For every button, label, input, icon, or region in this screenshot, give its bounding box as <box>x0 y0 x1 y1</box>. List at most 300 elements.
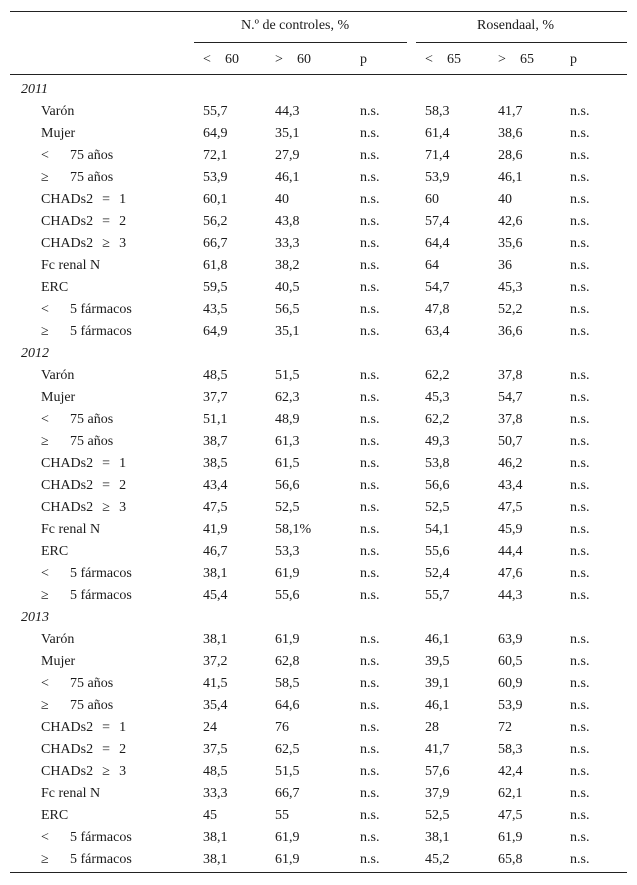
table-cell: n.s. <box>360 742 380 757</box>
table-cell: 51,5 <box>275 764 300 779</box>
table-cell: 48,9 <box>275 412 300 427</box>
table-cell: n.s. <box>570 720 590 735</box>
table-cell: 56,6 <box>275 478 300 493</box>
table-cell: 35,1 <box>275 126 300 141</box>
table-cell: 72,1 <box>203 148 228 163</box>
row-label: ERC <box>41 808 69 823</box>
row-label <box>41 453 126 475</box>
table-cell: n.s. <box>360 654 380 669</box>
comparison-symbol: ≥ <box>41 170 49 185</box>
table-row <box>0 321 637 343</box>
row-label <box>41 409 113 431</box>
row-label-value: 3 <box>119 500 127 515</box>
table-row <box>0 167 637 189</box>
table-cell: 61,9 <box>498 830 523 845</box>
table-cell: 61,9 <box>275 566 300 581</box>
table-cell: 38,5 <box>203 456 228 471</box>
table-cell: 41,5 <box>203 676 228 691</box>
table-cell: n.s. <box>570 808 590 823</box>
table-cell: n.s. <box>570 456 590 471</box>
comparison-symbol: ≥ <box>41 852 49 867</box>
table-cell: n.s. <box>570 192 590 207</box>
table-row <box>0 123 637 145</box>
table-cell: n.s. <box>570 412 590 427</box>
top-rule <box>10 11 627 12</box>
table-cell: 37,8 <box>498 412 523 427</box>
table-cell: 38,7 <box>203 434 228 449</box>
table-cell: 56,2 <box>203 214 228 229</box>
table-row <box>0 563 637 585</box>
table-cell: 44,3 <box>275 104 300 119</box>
table-row <box>0 255 637 277</box>
row-label: ERC <box>41 544 69 559</box>
comparison-symbol: = <box>102 478 111 493</box>
table-cell: 38,2 <box>275 258 300 273</box>
subheader-controles-p: p <box>360 52 367 67</box>
year-label: 2012 <box>21 346 49 361</box>
table-cell: 62,2 <box>425 368 450 383</box>
table-cell: 62,5 <box>275 742 300 757</box>
comparison-symbol: = <box>102 742 111 757</box>
table-cell: 39,5 <box>425 654 450 669</box>
table-cell: 38,1 <box>203 830 228 845</box>
comparison-symbol: ≥ <box>41 698 49 713</box>
table-cell: 63,9 <box>498 632 523 647</box>
table-cell: 41,9 <box>203 522 228 537</box>
table-cell: 44,4 <box>498 544 523 559</box>
table-cell: n.s. <box>360 214 380 229</box>
table-cell: n.s. <box>360 588 380 603</box>
table-cell: 38,6 <box>498 126 523 141</box>
table-cell: n.s. <box>360 786 380 801</box>
table-row <box>0 673 637 695</box>
table-cell: 36,6 <box>498 324 523 339</box>
table-cell: 39,1 <box>425 676 450 691</box>
table-row <box>0 585 637 607</box>
row-label-value: 3 <box>119 764 127 779</box>
row-label <box>41 563 132 585</box>
row-label-text: CHADs2 <box>41 720 94 735</box>
table-cell: 41,7 <box>498 104 523 119</box>
table-cell: 47,8 <box>425 302 450 317</box>
table-cell: 46,1 <box>275 170 300 185</box>
row-label <box>41 761 126 783</box>
table-cell: n.s. <box>360 720 380 735</box>
row-label: ERC <box>41 280 69 295</box>
table-cell: n.s. <box>570 236 590 251</box>
row-label-text: 75 años <box>70 412 114 427</box>
table-body <box>0 79 637 871</box>
table-cell: 51,5 <box>275 368 300 383</box>
table-cell: n.s. <box>360 368 380 383</box>
table-cell: 51,1 <box>203 412 228 427</box>
table-cell: n.s. <box>360 302 380 317</box>
header-underline-rosendaal <box>416 42 627 43</box>
row-label <box>41 585 132 607</box>
table-cell: 55,7 <box>425 588 450 603</box>
table-row <box>0 739 637 761</box>
table-cell: n.s. <box>360 170 380 185</box>
table-cell: 43,4 <box>498 478 523 493</box>
table-cell: 33,3 <box>203 786 228 801</box>
table-cell: n.s. <box>360 412 380 427</box>
table-row <box>0 365 637 387</box>
table-cell: 45 <box>203 808 217 823</box>
row-label-value: 1 <box>119 456 127 471</box>
table-cell: n.s. <box>570 676 590 691</box>
table-cell: 58,3 <box>498 742 523 757</box>
table-cell: 63,4 <box>425 324 450 339</box>
table-cell: 43,4 <box>203 478 228 493</box>
table-cell: n.s. <box>570 764 590 779</box>
year-row <box>0 79 637 101</box>
table-cell: 54,7 <box>425 280 450 295</box>
row-label-text: CHADs2 <box>41 742 94 757</box>
table-cell: 37,5 <box>203 742 228 757</box>
table-row <box>0 827 637 849</box>
table-cell: n.s. <box>570 478 590 493</box>
table-cell: n.s. <box>360 478 380 493</box>
row-label: Fc renal N <box>41 522 101 537</box>
table-cell: 47,5 <box>203 500 228 515</box>
table-cell: 37,9 <box>425 786 450 801</box>
row-label: Mujer <box>41 126 76 141</box>
table-cell: 52,2 <box>498 302 523 317</box>
table-cell: 33,3 <box>275 236 300 251</box>
table-cell: 43,5 <box>203 302 228 317</box>
table-cell: n.s. <box>570 544 590 559</box>
table-cell: n.s. <box>570 654 590 669</box>
row-label <box>41 321 132 343</box>
table-cell: 53,8 <box>425 456 450 471</box>
table-cell: 66,7 <box>275 786 300 801</box>
table-cell: 42,4 <box>498 764 523 779</box>
table-cell: 48,5 <box>203 764 228 779</box>
table-cell: 54,7 <box>498 390 523 405</box>
row-label-value: 1 <box>119 720 127 735</box>
table-cell: n.s. <box>570 324 590 339</box>
comparison-symbol: ≥ <box>102 764 110 779</box>
table-cell: n.s. <box>360 544 380 559</box>
comparison-symbol: ≥ <box>41 324 49 339</box>
table-cell: n.s. <box>360 852 380 867</box>
row-label-text: 75 años <box>70 148 114 163</box>
table-cell: n.s. <box>570 126 590 141</box>
table-cell: n.s. <box>570 588 590 603</box>
row-label <box>41 827 132 849</box>
row-label <box>41 695 113 717</box>
table-cell: 64,9 <box>203 126 228 141</box>
table-cell: 53,9 <box>425 170 450 185</box>
table-cell: 46,7 <box>203 544 228 559</box>
table-cell: n.s. <box>360 456 380 471</box>
table-row <box>0 717 637 739</box>
table-cell: 76 <box>275 720 289 735</box>
table-row <box>0 299 637 321</box>
row-label <box>41 299 132 321</box>
row-label-text: CHADs2 <box>41 214 94 229</box>
table-cell: 66,7 <box>203 236 228 251</box>
row-label-text: 5 fármacos <box>70 588 132 603</box>
table-cell: 64 <box>425 258 439 273</box>
table-cell: 62,3 <box>275 390 300 405</box>
table-cell: n.s. <box>360 258 380 273</box>
table-cell: 36 <box>498 258 512 273</box>
comparison-symbol: ≥ <box>102 236 110 251</box>
comparison-symbol: < <box>41 412 49 427</box>
table-cell: 72 <box>498 720 512 735</box>
table-cell: n.s. <box>360 104 380 119</box>
table-cell: 45,2 <box>425 852 450 867</box>
table-cell: 56,6 <box>425 478 450 493</box>
table-cell: 38,1 <box>203 566 228 581</box>
table-cell: n.s. <box>360 148 380 163</box>
table-cell: 60,1 <box>203 192 228 207</box>
table-cell: n.s. <box>570 214 590 229</box>
table-cell: 38,1 <box>203 632 228 647</box>
header-controles: N.º de controles, % <box>241 18 350 33</box>
table-cell: 46,1 <box>498 170 523 185</box>
row-label <box>41 739 126 761</box>
table-row <box>0 101 637 123</box>
table-cell: n.s. <box>570 302 590 317</box>
year-label: 2011 <box>21 82 48 97</box>
table-cell: 37,2 <box>203 654 228 669</box>
table-cell: 35,1 <box>275 324 300 339</box>
table-cell: 53,9 <box>203 170 228 185</box>
comparison-symbol: < <box>41 148 49 163</box>
table-cell: 46,1 <box>425 698 450 713</box>
table-row <box>0 211 637 233</box>
table-cell: 37,8 <box>498 368 523 383</box>
subheader-controles-lt60: < 60 <box>203 52 239 67</box>
row-label: Varón <box>41 632 75 647</box>
header-bottom-rule <box>10 74 627 75</box>
subheader-controles-gt60: > 60 <box>275 52 311 67</box>
comparison-symbol: ≥ <box>41 434 49 449</box>
table-cell: n.s. <box>360 632 380 647</box>
row-label-text: 75 años <box>70 434 114 449</box>
table-row <box>0 541 637 563</box>
row-label <box>41 167 113 189</box>
table-cell: n.s. <box>360 830 380 845</box>
table-cell: 47,5 <box>498 500 523 515</box>
table-cell: 64,6 <box>275 698 300 713</box>
table-cell: n.s. <box>360 280 380 295</box>
table-cell: n.s. <box>570 104 590 119</box>
table-row <box>0 519 637 541</box>
table-cell: 62,2 <box>425 412 450 427</box>
table-row <box>0 761 637 783</box>
table-cell: 61,9 <box>275 852 300 867</box>
table-cell: n.s. <box>360 676 380 691</box>
table-cell: 35,6 <box>498 236 523 251</box>
table-cell: n.s. <box>360 236 380 251</box>
comparison-symbol: < <box>41 302 49 317</box>
comparison-symbol: < <box>41 676 49 691</box>
row-label: Mujer <box>41 654 76 669</box>
table-cell: 52,4 <box>425 566 450 581</box>
table-cell: 61,4 <box>425 126 450 141</box>
table-cell: n.s. <box>360 324 380 339</box>
comparison-symbol: ≥ <box>102 500 110 515</box>
table-cell: 59,5 <box>203 280 228 295</box>
row-label-text: 5 fármacos <box>70 324 132 339</box>
table-row <box>0 233 637 255</box>
table-cell: 60,9 <box>498 676 523 691</box>
table-cell: 58,5 <box>275 676 300 691</box>
table-cell: 28 <box>425 720 439 735</box>
table-cell: n.s. <box>570 390 590 405</box>
row-label <box>41 431 113 453</box>
table-cell: n.s. <box>360 698 380 713</box>
table-cell: 55,6 <box>275 588 300 603</box>
table-cell: 60,5 <box>498 654 523 669</box>
table-cell: 62,1 <box>498 786 523 801</box>
table-cell: 44,3 <box>498 588 523 603</box>
row-label-text: 75 años <box>70 698 114 713</box>
table-cell: n.s. <box>360 808 380 823</box>
row-label: Fc renal N <box>41 258 101 273</box>
table-cell: 45,3 <box>425 390 450 405</box>
comparison-symbol: ≥ <box>41 588 49 603</box>
header-underline-controles <box>194 42 407 43</box>
table-cell: 65,8 <box>498 852 523 867</box>
row-label-text: 75 años <box>70 170 114 185</box>
row-label-text: CHADs2 <box>41 500 94 515</box>
table-cell: n.s. <box>360 434 380 449</box>
table-cell: 35,4 <box>203 698 228 713</box>
row-label <box>41 211 126 233</box>
row-label: Varón <box>41 368 75 383</box>
table-cell: 43,8 <box>275 214 300 229</box>
table-cell: n.s. <box>570 434 590 449</box>
table-cell: 54,1 <box>425 522 450 537</box>
row-label-text: CHADs2 <box>41 236 94 251</box>
subheader-rosendaal-p: p <box>570 52 577 67</box>
table-cell: n.s. <box>360 192 380 207</box>
table-cell: n.s. <box>360 126 380 141</box>
header-rosendaal: Rosendaal, % <box>477 18 554 33</box>
table-cell: 46,2 <box>498 456 523 471</box>
table-cell: n.s. <box>570 698 590 713</box>
table-cell: 41,7 <box>425 742 450 757</box>
table-cell: n.s. <box>570 500 590 515</box>
row-label <box>41 673 113 695</box>
row-label <box>41 189 126 211</box>
row-label-text: 5 fármacos <box>70 566 132 581</box>
year-label: 2013 <box>21 610 49 625</box>
table-cell: n.s. <box>570 368 590 383</box>
year-row <box>0 607 637 629</box>
comparison-symbol: < <box>41 830 49 845</box>
table-row <box>0 387 637 409</box>
comparison-symbol: = <box>102 720 111 735</box>
row-label-text: 75 años <box>70 676 114 691</box>
table-cell: 61,9 <box>275 830 300 845</box>
table-cell: 45,3 <box>498 280 523 295</box>
table-row <box>0 431 637 453</box>
subheader-rosendaal-lt65: < 65 <box>425 52 461 67</box>
table-cell: n.s. <box>360 566 380 581</box>
table-cell: n.s. <box>570 852 590 867</box>
row-label-value: 2 <box>119 478 127 493</box>
table-cell: 57,6 <box>425 764 450 779</box>
table-row <box>0 475 637 497</box>
comparison-symbol: = <box>102 214 111 229</box>
table-cell: 27,9 <box>275 148 300 163</box>
table-cell: 64,4 <box>425 236 450 251</box>
table-cell: 64,9 <box>203 324 228 339</box>
table-cell: 40,5 <box>275 280 300 295</box>
table-cell: n.s. <box>570 170 590 185</box>
table-cell: 47,5 <box>498 808 523 823</box>
table-cell: n.s. <box>570 258 590 273</box>
table-cell: 52,5 <box>275 500 300 515</box>
row-label-value: 2 <box>119 742 127 757</box>
row-label <box>41 233 126 255</box>
table-row <box>0 453 637 475</box>
table-cell: 52,5 <box>425 500 450 515</box>
table-cell: n.s. <box>570 280 590 295</box>
row-label-text: 5 fármacos <box>70 302 132 317</box>
table-cell: 37,7 <box>203 390 228 405</box>
table-cell: 56,5 <box>275 302 300 317</box>
table-cell: 40 <box>275 192 289 207</box>
comparison-symbol: = <box>102 456 111 471</box>
row-label-value: 3 <box>119 236 127 251</box>
table-row <box>0 277 637 299</box>
table-row <box>0 497 637 519</box>
table-cell: n.s. <box>570 742 590 757</box>
table-cell: 61,3 <box>275 434 300 449</box>
table-cell: 42,6 <box>498 214 523 229</box>
table-cell: 28,6 <box>498 148 523 163</box>
table-cell: n.s. <box>570 632 590 647</box>
table-cell: 49,3 <box>425 434 450 449</box>
table-cell: 57,4 <box>425 214 450 229</box>
row-label-text: CHADs2 <box>41 192 94 207</box>
row-label: Varón <box>41 104 75 119</box>
table-row <box>0 695 637 717</box>
row-label-value: 1 <box>119 192 127 207</box>
table-cell: 38,1 <box>425 830 450 845</box>
row-label: Mujer <box>41 390 76 405</box>
table-cell: n.s. <box>360 390 380 405</box>
row-label-text: CHADs2 <box>41 456 94 471</box>
table-cell: 50,7 <box>498 434 523 449</box>
table-cell: 61,5 <box>275 456 300 471</box>
table-cell: 45,4 <box>203 588 228 603</box>
table-cell: 45,9 <box>498 522 523 537</box>
table-cell: n.s. <box>360 500 380 515</box>
table-row <box>0 805 637 827</box>
table-cell: 53,9 <box>498 698 523 713</box>
table-cell: 47,6 <box>498 566 523 581</box>
table-cell: n.s. <box>570 566 590 581</box>
table-cell: 24 <box>203 720 217 735</box>
table-cell: n.s. <box>360 764 380 779</box>
comparison-symbol: = <box>102 192 111 207</box>
row-label-text: 5 fármacos <box>70 852 132 867</box>
row-label <box>41 849 132 871</box>
row-label <box>41 145 113 167</box>
table-cell: 58,3 <box>425 104 450 119</box>
row-label-text: CHADs2 <box>41 478 94 493</box>
table-row <box>0 849 637 871</box>
table-row <box>0 651 637 673</box>
table-cell: 55 <box>275 808 289 823</box>
